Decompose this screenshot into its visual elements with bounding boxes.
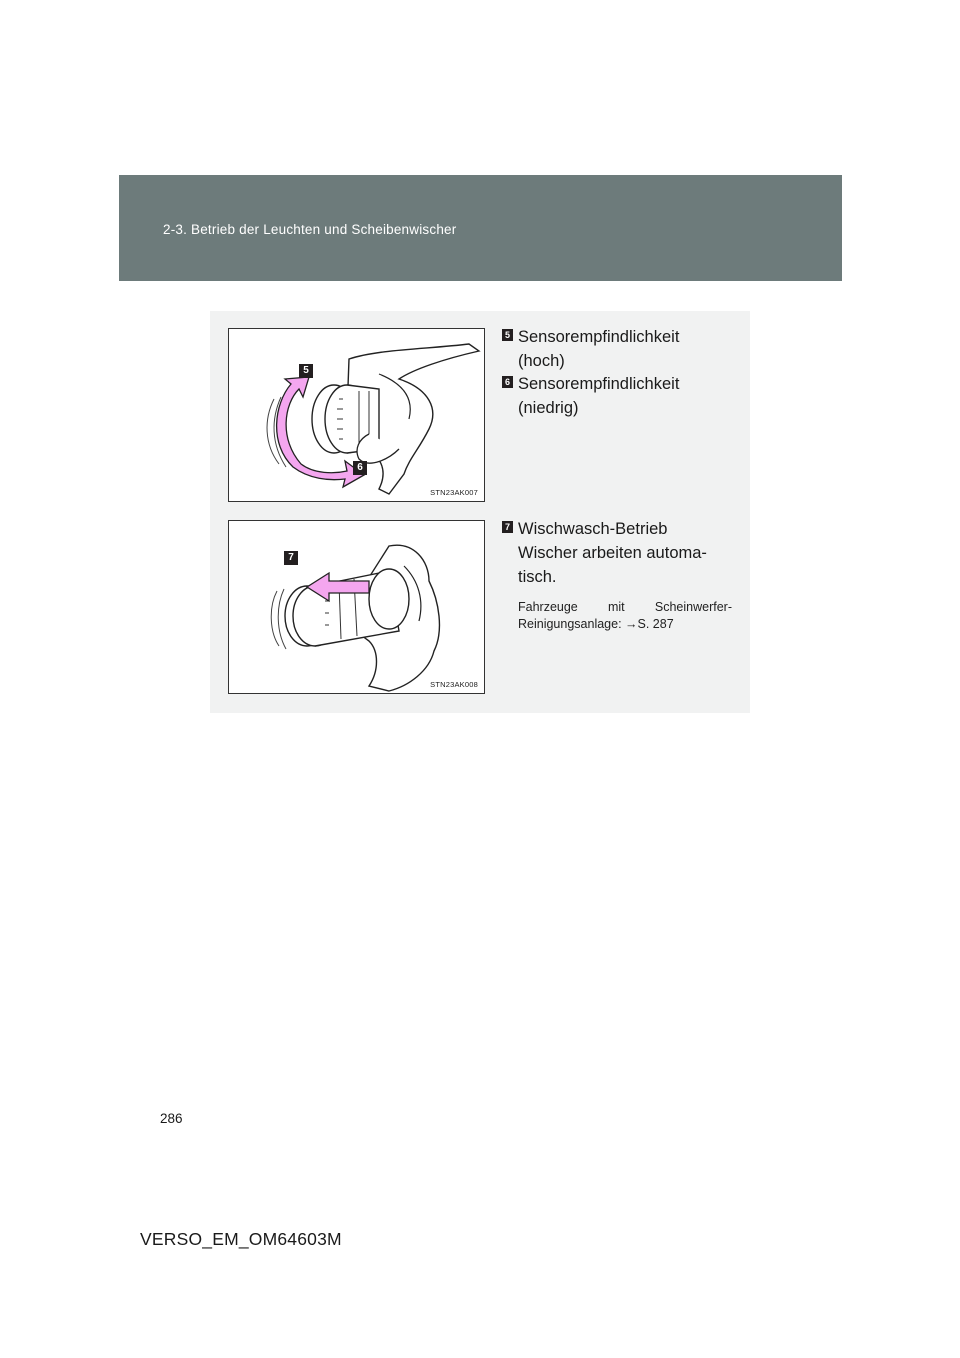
- step-5: [502, 325, 732, 373]
- step-7: [502, 517, 732, 633]
- step-note: Fahrzeuge mit Scheinwerfer-Reinigungsanlage: →S. 287: [518, 600, 732, 631]
- document-code: VERSO_EM_OM64603M: [140, 1229, 342, 1249]
- instruction-panel: [210, 311, 750, 713]
- step-text-line: tisch.: [518, 568, 557, 586]
- page-number: 286: [160, 1111, 183, 1126]
- callout-6: 6: [353, 461, 367, 475]
- step-number-badge: 6: [502, 376, 513, 388]
- step-text-line: (niedrig): [518, 399, 579, 417]
- step-text-line: Wischwasch-Betrieb: [518, 520, 668, 538]
- figure-code: STN23AK008: [430, 680, 478, 689]
- figure-code: STN23AK007: [430, 488, 478, 497]
- callout-5: 5: [299, 364, 313, 378]
- figure-sensitivity: [228, 328, 485, 502]
- step-text-line: (hoch): [518, 352, 565, 370]
- callout-7: 7: [284, 551, 298, 565]
- wiper-wash-illustration: [229, 521, 485, 694]
- figure-wash: [228, 520, 485, 694]
- step-6: [502, 372, 732, 420]
- step-text-line: Wischer arbeiten automa-: [518, 544, 707, 562]
- section-header: [119, 175, 842, 281]
- wiper-sensitivity-illustration: [229, 329, 485, 502]
- step-text-line: Sensorempfindlichkeit: [518, 328, 680, 346]
- step-text-line: Sensorempfindlichkeit: [518, 375, 680, 393]
- step-number-badge: 5: [502, 329, 513, 341]
- section-title: 2-3. Betrieb der Leuchten und Scheibenwischer: [163, 222, 457, 237]
- step-number-badge: 7: [502, 521, 513, 533]
